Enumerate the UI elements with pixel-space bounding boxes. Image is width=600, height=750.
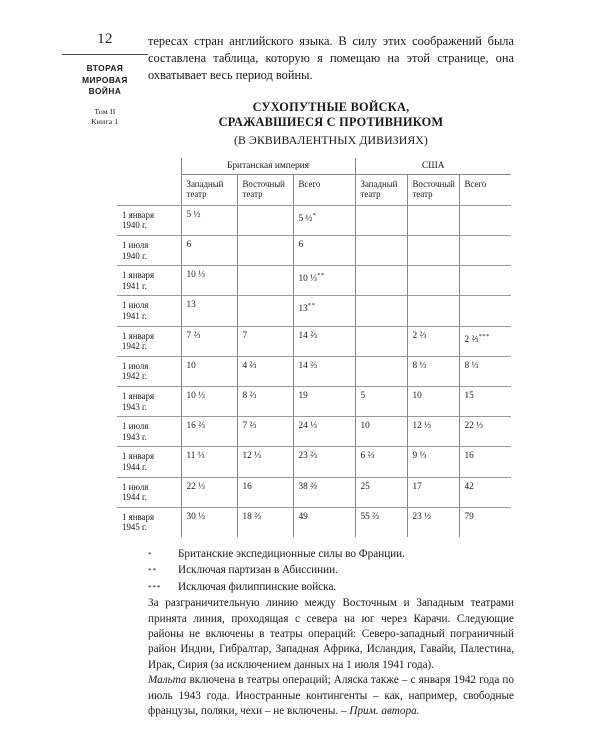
table-row <box>117 447 511 477</box>
cell-us-west <box>355 296 407 326</box>
lead-paragraph: тересах стран английского языка. В силу этих соображений была составлена таблица, которую я помещаю на этой странице, она охватывает весь период войны. <box>148 34 514 83</box>
cell-us-west <box>355 266 407 296</box>
cell-us-east <box>407 296 459 326</box>
table-row <box>117 356 511 386</box>
cell-be-east: 18 ⅔ <box>237 507 293 537</box>
cell-us-west: 55 ⅔ <box>355 507 407 537</box>
cell-us-total: 16 <box>459 447 511 477</box>
troops-table-container <box>117 158 511 537</box>
cell-us-total: 8 ⅓ <box>459 356 511 386</box>
cell-be-east <box>237 296 293 326</box>
footnote-marker: * <box>148 550 153 559</box>
cell-be-west: 11 ⅓ <box>181 447 237 477</box>
cell-be-total: 10 ⅓** <box>293 266 355 296</box>
cell-be-east: 8 ⅔ <box>237 386 293 416</box>
sub-header-us-west: Западный театр <box>355 175 407 205</box>
troops-table-body <box>117 158 511 537</box>
cell-be-west: 5 ½ <box>181 205 237 235</box>
page-margin-block <box>60 30 150 127</box>
volume-label: Том II <box>94 106 116 116</box>
footnote-reference: *** <box>478 332 490 340</box>
cell-be-west: 13 <box>181 296 237 326</box>
cell-us-west <box>355 356 407 386</box>
sub-header-corner <box>117 175 181 205</box>
table-row-label: 1 июля 1943 г. <box>117 417 181 447</box>
cell-us-east: 17 <box>407 477 459 507</box>
cell-be-total: 38 ⅔ <box>293 477 355 507</box>
table-row <box>117 326 511 356</box>
sub-header-be-total: Всего <box>293 175 355 205</box>
group-header-usa: США <box>355 158 511 175</box>
book-label: Книга 1 <box>91 116 119 126</box>
table-group-header-row <box>117 158 511 175</box>
table-row <box>117 386 511 416</box>
cell-be-total: 24 ⅓ <box>293 417 355 447</box>
table-row-label: 1 июля 1941 г. <box>117 296 181 326</box>
footnote-reference: * <box>312 211 317 219</box>
table-row-label: 1 января 1941 г. <box>117 266 181 296</box>
cell-be-west: 6 <box>181 236 237 266</box>
table-row-label: 1 января 1943 г. <box>117 386 181 416</box>
volume-info <box>60 107 150 127</box>
cell-us-east: 9 ⅓ <box>407 447 459 477</box>
cell-us-total <box>459 205 511 235</box>
table-row <box>117 205 511 235</box>
table-row-label: 1 июля 1940 г. <box>117 236 181 266</box>
cell-us-total <box>459 236 511 266</box>
table-heading-line-1: СУХОПУТНЫЕ ВОЙСКА, <box>252 99 410 114</box>
table-row <box>117 266 511 296</box>
cell-us-west: 6 ⅔ <box>355 447 407 477</box>
table-row <box>117 477 511 507</box>
table-row <box>117 507 511 537</box>
cell-us-east: 2 ⅔ <box>407 326 459 356</box>
sub-header-be-west: Западный театр <box>181 175 237 205</box>
footnote-text: Исключая партизан в Абиссинии. <box>178 564 338 577</box>
cell-us-total: 2 ⅔*** <box>459 326 511 356</box>
cell-us-east <box>407 205 459 235</box>
cell-be-total: 14 ⅔ <box>293 326 355 356</box>
footnote-paragraph-1: За разграничительную линию между Восточным и Западным театрами принята линия, проходящая с севера на юг через Карачи. Следующие районы не включены в театры операций: Северо-западный пограничный район Индии, Гибралтар, Западная Африка, Исландия, Гавайи, Палестина, Ирак, Сирия (за исключением данных на 1 июля 1941 года). <box>148 597 514 671</box>
cell-be-total: 6 <box>293 236 355 266</box>
cell-be-east <box>237 205 293 235</box>
cell-us-east: 8 ⅓ <box>407 356 459 386</box>
cell-be-west: 16 ⅔ <box>181 417 237 447</box>
footnote-reference: ** <box>307 302 316 310</box>
series-title <box>60 63 150 98</box>
cell-us-east: 12 ⅓ <box>407 417 459 447</box>
cell-us-west <box>355 205 407 235</box>
cell-us-east: 23 ⅓ <box>407 507 459 537</box>
cell-us-west: 25 <box>355 477 407 507</box>
cell-us-total: 42 <box>459 477 511 507</box>
cell-be-east: 7 ⅔ <box>237 417 293 447</box>
cell-be-total: 49 <box>293 507 355 537</box>
cell-us-west: 10 <box>355 417 407 447</box>
table-row-label: 1 января 1944 г. <box>117 447 181 477</box>
table-row-label: 1 января 1945 г. <box>117 507 181 537</box>
cell-us-west <box>355 236 407 266</box>
footnote-author-note: Прим. автора. <box>349 705 420 718</box>
cell-be-west: 7 ⅔ <box>181 326 237 356</box>
table-row <box>117 417 511 447</box>
body-area <box>148 33 514 148</box>
cell-us-total: 79 <box>459 507 511 537</box>
cell-be-total: 14 ⅔ <box>293 356 355 386</box>
table-row <box>117 296 511 326</box>
footnote-item <box>148 562 514 578</box>
sub-header-us-total: Всего <box>459 175 511 205</box>
footnote-text: Британские экспедиционные силы во Франции. <box>178 548 405 560</box>
table-heading-line-3: (В ЭКВИВАЛЕНТНЫХ ДИВИЗИЯХ) <box>234 132 428 147</box>
footnote-marker: *** <box>148 582 162 592</box>
group-header-british-empire: Британская империя <box>181 158 355 175</box>
cell-be-west: 10 ⅓ <box>181 266 237 296</box>
cell-us-west <box>355 326 407 356</box>
footnote-paragraph-2-rest: включена в театры операций; Аляска также – с января 1942 года по июль 1943 года. Иностранные контингенты – как, например, свободные французы, поляки, чехи – не включены. – <box>148 674 514 718</box>
footnote-malta-italic: Мальта <box>148 674 187 687</box>
cell-be-east: 7 <box>237 326 293 356</box>
series-title-line-3: ВОЙНА <box>88 86 122 96</box>
cell-be-east <box>237 236 293 266</box>
cell-us-total <box>459 266 511 296</box>
cell-be-total: 13** <box>293 296 355 326</box>
table-row-label: 1 января 1940 г. <box>117 205 181 235</box>
cell-be-west: 22 ⅓ <box>181 477 237 507</box>
series-title-line-2: МИРОВАЯ <box>82 74 128 85</box>
table-row-label: 1 июля 1942 г. <box>117 356 181 386</box>
sub-header-us-east: Восточный театр <box>407 175 459 205</box>
footnote-paragraph-2 <box>148 673 514 719</box>
cell-be-west: 10 <box>181 356 237 386</box>
footnotes-block <box>148 546 514 719</box>
group-header-corner <box>117 158 181 175</box>
series-title-line-1: ВТОРАЯ <box>86 63 124 73</box>
margin-divider <box>62 54 148 55</box>
cell-us-east <box>407 266 459 296</box>
footnote-reference: ** <box>317 272 325 280</box>
page-number: 12 <box>97 31 113 47</box>
footnote-item <box>148 546 514 562</box>
cell-us-east <box>407 236 459 266</box>
cell-be-west: 10 ⅓ <box>181 386 237 416</box>
table-row <box>117 236 511 266</box>
cell-be-east: 12 ⅓ <box>237 447 293 477</box>
table-row-label: 1 июля 1944 г. <box>117 477 181 507</box>
cell-be-west: 30 ⅓ <box>181 507 237 537</box>
cell-be-total: 23 ⅔ <box>293 447 355 477</box>
cell-be-total: 5 ½* <box>293 205 355 235</box>
cell-us-total: 15 <box>459 386 511 416</box>
footnote-text: Исключая филиппинские войска. <box>178 580 337 593</box>
footnote-item <box>148 579 514 595</box>
table-row-label: 1 января 1942 г. <box>117 326 181 356</box>
cell-us-west: 5 <box>355 386 407 416</box>
cell-us-total <box>459 296 511 326</box>
table-heading <box>148 100 514 148</box>
cell-be-total: 19 <box>293 386 355 416</box>
table-sub-header-row <box>117 175 511 205</box>
cell-us-total: 22 ⅓ <box>459 417 511 447</box>
cell-be-east: 4 ⅔ <box>237 356 293 386</box>
sub-header-be-east: Восточный театр <box>237 175 293 205</box>
cell-us-east: 10 <box>407 386 459 416</box>
cell-be-east <box>237 266 293 296</box>
footnote-marker: ** <box>148 566 157 576</box>
cell-be-east: 16 <box>237 477 293 507</box>
table-heading-line-2: СРАЖАВШИЕСЯ С ПРОТИВНИКОМ <box>218 115 444 130</box>
troops-table <box>117 158 511 537</box>
